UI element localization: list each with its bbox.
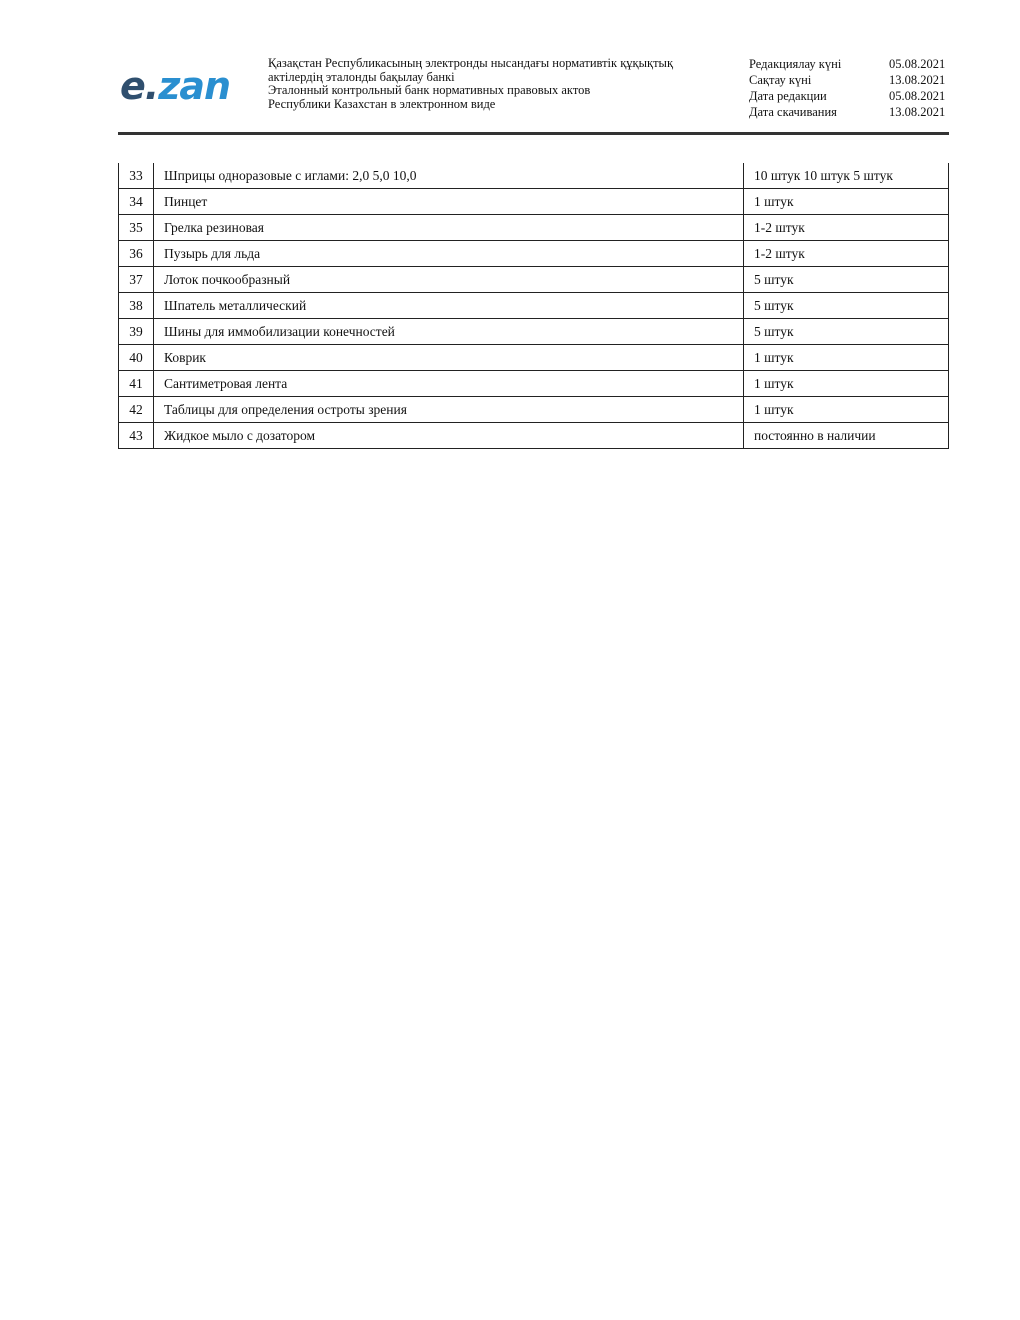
item-quantity: 1 штук (744, 371, 949, 397)
item-quantity: 1-2 штук (744, 241, 949, 267)
date-value: 05.08.2021 (889, 57, 946, 71)
item-name: Коврик (154, 345, 744, 371)
date-row-download-ru (749, 104, 949, 120)
bank-title-line: Қазақстан Республикасының электронды нысандағы нормативтік құқықтық (268, 56, 674, 70)
equipment-table (118, 163, 949, 449)
item-name: Шприцы одноразовые с иглами: 2,0 5,0 10,0 (154, 163, 744, 189)
ezan-logo (120, 66, 238, 106)
table-row (119, 397, 949, 423)
date-label: Сақтау күні (749, 73, 812, 87)
item-quantity: 5 штук (744, 293, 949, 319)
item-name: Шины для иммобилизации конечностей (154, 319, 744, 345)
item-quantity: 1 штук (744, 189, 949, 215)
logo-e: e (120, 64, 145, 108)
date-row-edit-ru (749, 88, 949, 104)
table-row (119, 189, 949, 215)
row-number: 33 (119, 163, 154, 189)
item-quantity: 1 штук (744, 345, 949, 371)
row-number: 35 (119, 215, 154, 241)
table-row (119, 371, 949, 397)
bank-title-line: Эталонный контрольный банк нормативных правовых актов (268, 83, 591, 97)
item-name: Грелка резиновая (154, 215, 744, 241)
item-quantity: 5 штук (744, 267, 949, 293)
bank-title-line: актілердің эталонды бақылау банкі (268, 69, 455, 84)
dates-block (749, 56, 949, 120)
date-label: Дата редакции (749, 89, 827, 103)
row-number: 37 (119, 267, 154, 293)
date-value: 05.08.2021 (889, 89, 946, 103)
row-number: 41 (119, 371, 154, 397)
date-row-save-kz (749, 72, 949, 88)
table-row (119, 241, 949, 267)
table-row (119, 345, 949, 371)
item-name: Пинцет (154, 189, 744, 215)
item-name: Таблицы для определения остроты зрения (154, 397, 744, 423)
date-value: 13.08.2021 (889, 73, 946, 87)
item-name: Лоток почкообразный (154, 267, 744, 293)
item-name: Пузырь для льда (154, 241, 744, 267)
item-quantity: постоянно в наличии (744, 423, 949, 449)
table-row (119, 423, 949, 449)
row-number: 42 (119, 397, 154, 423)
logo-zan: zan (158, 64, 231, 108)
document-header (118, 52, 949, 132)
row-number: 40 (119, 345, 154, 371)
date-row-edit-kz (749, 56, 949, 72)
item-name: Жидкое мыло с дозатором (154, 423, 744, 449)
row-number: 43 (119, 423, 154, 449)
date-label: Редакциялау күні (749, 57, 842, 71)
row-number: 38 (119, 293, 154, 319)
row-number: 39 (119, 319, 154, 345)
item-quantity: 1-2 штук (744, 215, 949, 241)
item-quantity: 5 штук (744, 319, 949, 345)
item-quantity: 10 штук 10 штук 5 штук (744, 163, 949, 189)
item-name: Сантиметровая лента (154, 371, 744, 397)
item-quantity: 1 штук (744, 397, 949, 423)
header-divider (118, 132, 949, 135)
date-label: Дата скачивания (749, 105, 837, 119)
table-row (119, 215, 949, 241)
table-row (119, 319, 949, 345)
bank-title-line: Республики Казахстан в электронном виде (268, 96, 496, 111)
row-number: 36 (119, 241, 154, 267)
logo-dot: . (144, 64, 159, 108)
date-value: 13.08.2021 (889, 105, 946, 119)
row-number: 34 (119, 189, 154, 215)
table-row (119, 163, 949, 189)
table-row (119, 267, 949, 293)
bank-title (268, 57, 728, 111)
item-name: Шпатель металлический (154, 293, 744, 319)
table-row (119, 293, 949, 319)
